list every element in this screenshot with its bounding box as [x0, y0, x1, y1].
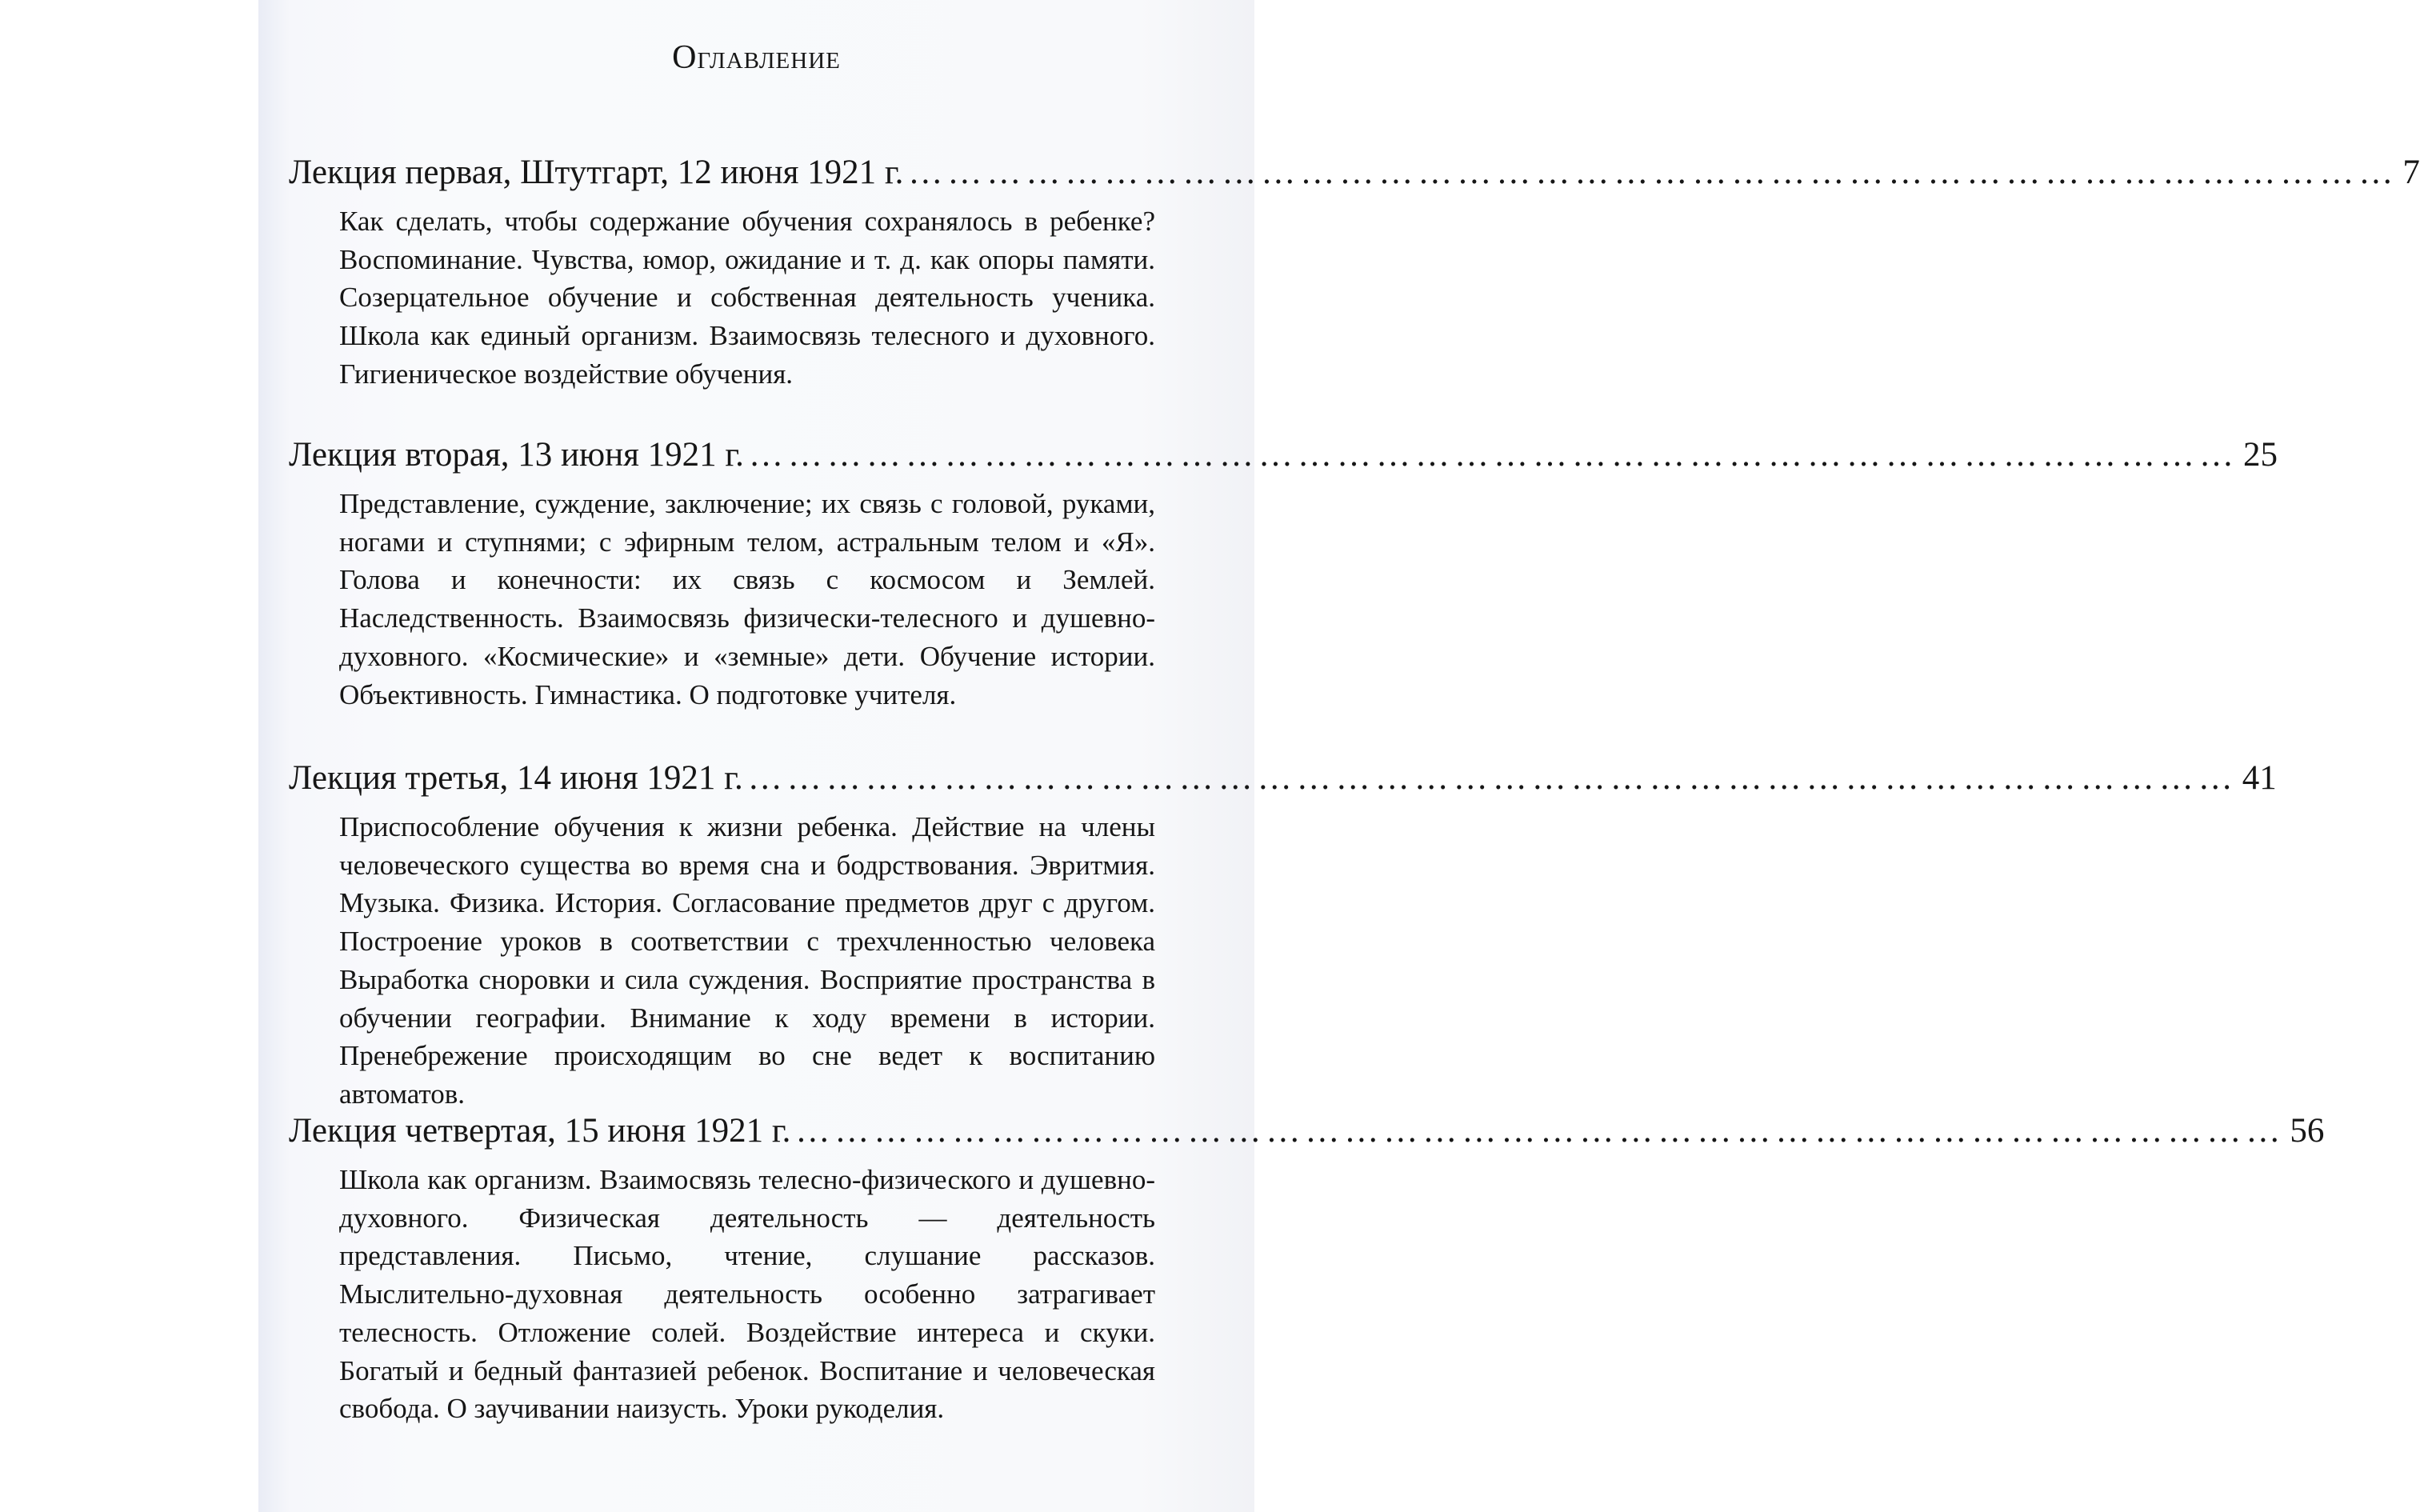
toc-entry-page-number: 7 [2402, 154, 2420, 191]
page-title: Оглавление [672, 39, 841, 76]
dot-leader: …………………………………………………………………………………………………… [748, 436, 2238, 474]
toc-entry-description: Представление, суждение, заключение; их связь с головой, руками, ногами и ступнями; с эфирным телом, астральным телом и «Я». Голова и конечности: их связь с космосом и Землей. Наследственность. Взаимосвязь физически-телесного и душевно-духовного. «Космические» и «земные» дети. Обучение истории. Объективность. Гимнастика. О подготовке учителя. [339, 488, 1155, 710]
dot-leader: …………………………………………………………………………………………………… [747, 759, 2238, 797]
toc-entry-title: Лекция третья, 14 июня 1921 г. [289, 759, 743, 797]
toc-entry-description: Как сделать, чтобы содержание обучения сохранялось в ребенке? Воспоминание. Чувства, юмор, ожидание и т. д. как опоры памяти. Созерцательное обучение и собственная деятельность ученика. Школа как единый организм. Взаимосвязь телесного и духовного. Гигиеническое воздействие обучения. [339, 206, 1155, 390]
toc-entry-title: Лекция четвертая, 15 июня 1921 г. [289, 1112, 791, 1150]
toc-entry-page-number: 41 [2242, 759, 2277, 797]
toc-entry-description: Школа как организм. Взаимосвязь телесно-физического и душевно-духовного. Физическая деятельность — деятельность представления. Письмо, чтение, слушание рассказов. Мыслительно-духовная деятельность особенно затрагивает телесность. Отложение солей. Воздействие интереса и скуки. Богатый и бедный фантазией ребенок. Воспитание и человеческая свобода. О заучивании наизусть. Уроки рукоделия. [339, 1164, 1155, 1425]
dot-leader: …………………………………………………………………………………………………… [908, 154, 2398, 191]
toc-entry-heading [289, 1108, 2325, 1154]
toc-entry-page-number: 25 [2242, 436, 2278, 474]
toc-entry-title: Лекция первая, Штутгарт, 12 июня 1921 г. [289, 154, 904, 191]
toc-entry-page-number: 56 [2290, 1112, 2325, 1150]
dot-leader: …………………………………………………………………………………………………… [795, 1112, 2286, 1150]
toc-entry-heading [289, 150, 2420, 196]
toc-entry-title: Лекция вторая, 13 июня 1921 г. [289, 436, 744, 474]
toc-entry-description: Приспособление обучения к жизни ребенка. Действие на члены человеческого существа во время сна и бодрствования. Эвритмия. Музыка. Физика. История. Согласование предметов друг с другом. Построение уроков в соответствии с трехчленностью человека Выработка сноровки и сила суждения. Восприятие пространства в обучении географии. Внимание к ходу времени в истории. Пренебрежение происходящим во сне ведет к воспитанию автоматов. [339, 811, 1155, 1110]
toc-entry-heading [289, 432, 2278, 478]
toc-entry-lecture-4 [289, 1108, 2325, 1428]
toc-entry-heading [289, 755, 2277, 802]
toc-entry-lecture-1 [289, 150, 2420, 394]
toc-entry-lecture-3 [289, 755, 2277, 1114]
toc-entry-lecture-2 [289, 432, 2278, 714]
book-page [258, 0, 2420, 1512]
